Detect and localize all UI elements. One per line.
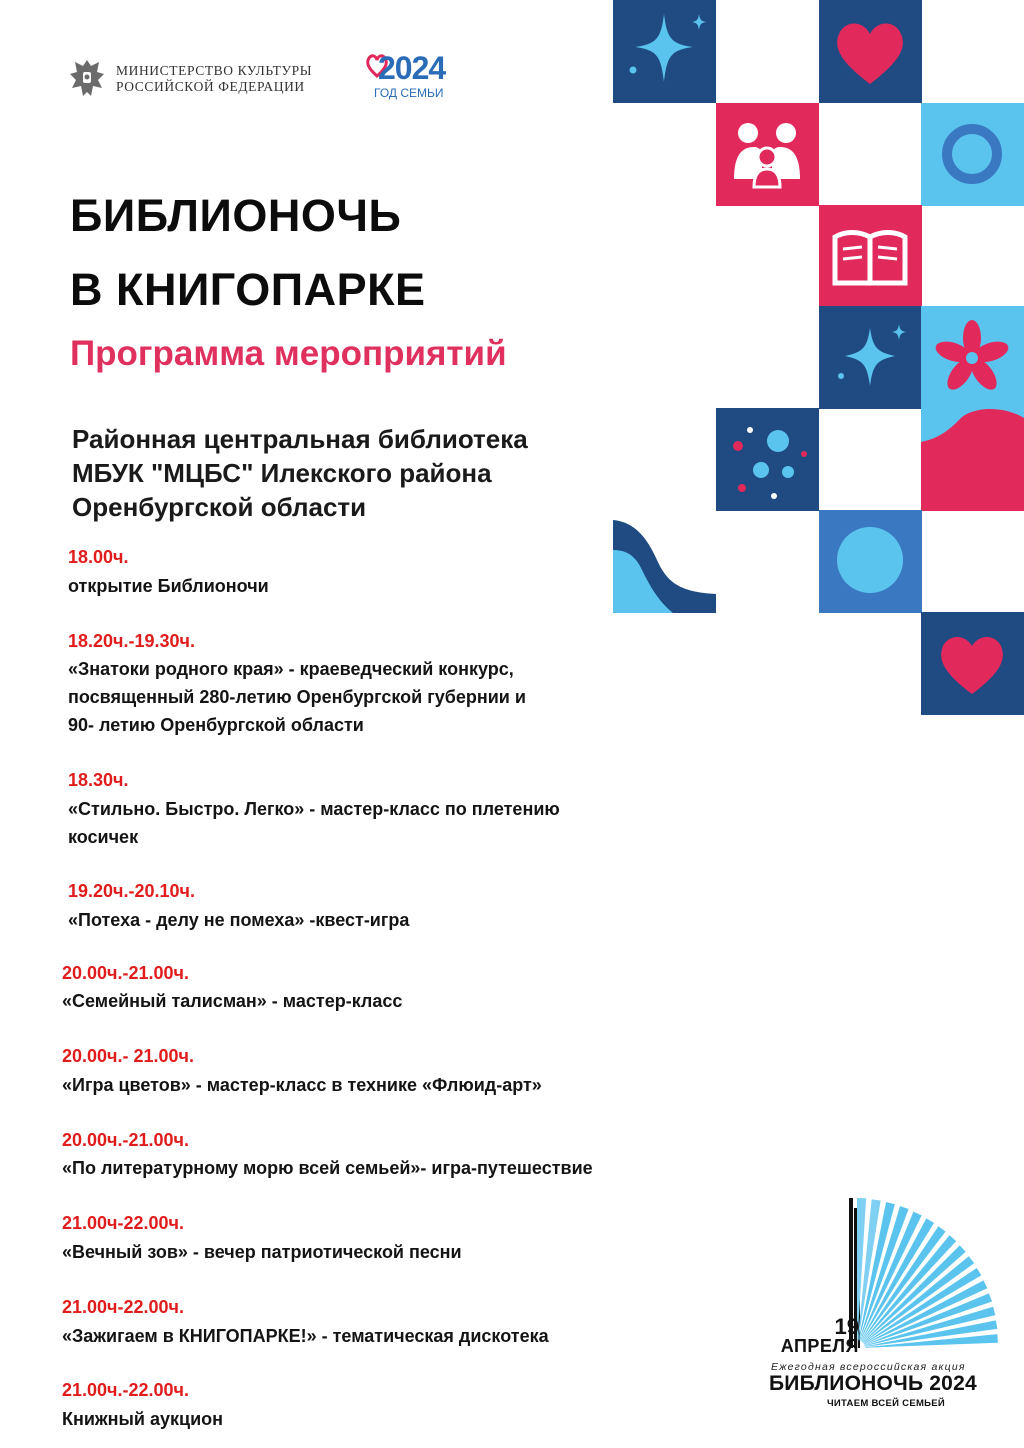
event-time: 20.00ч.-21.00ч. xyxy=(62,963,189,983)
organizer-line1: Районная центральная библиотека xyxy=(72,424,528,454)
event-time: 21.00ч.-22.00ч. xyxy=(62,1380,189,1400)
tile-sparkle xyxy=(613,0,716,103)
event-description-line: «Стильно. Быстро. Легко» - мастер-класс по плетению xyxy=(68,799,560,819)
tile-wave xyxy=(921,408,1024,511)
organizer-line3: Оренбургской области xyxy=(72,492,367,522)
ministry-emblem-icon xyxy=(66,56,108,102)
event-description-line: Книжный аукцион xyxy=(62,1409,224,1429)
sparkle-icon xyxy=(819,306,922,409)
tile-wave xyxy=(613,510,716,613)
event-description xyxy=(68,795,560,851)
event-description xyxy=(62,1238,462,1266)
tile-heart xyxy=(921,612,1024,715)
page-subtitle: Программа мероприятий xyxy=(70,334,507,373)
page-title-line1: БИБЛИОНОЧЬ xyxy=(70,190,402,241)
year-caption: ГОД СЕМЬИ xyxy=(374,86,444,100)
logo-tagline: Ежегодная всероссийская акция xyxy=(771,1361,966,1373)
event-time: 20.00ч.-21.00ч. xyxy=(62,1130,189,1150)
event-description-line: 90- летию Оренбургской области xyxy=(68,715,364,735)
event-time: 20.00ч.- 21.00ч. xyxy=(62,1046,194,1066)
sparkle-icon xyxy=(613,0,716,103)
event-description-line: «Вечный зов» - вечер патриотической песни xyxy=(62,1242,462,1262)
tile-heart xyxy=(819,0,922,103)
year-number: 2024 xyxy=(378,50,446,86)
ministry-name-line1: МИНИСТЕРСТВО КУЛЬТУРЫ xyxy=(116,63,313,78)
organizer-line2: МБУК "МЦБС" Илекского района xyxy=(72,458,492,488)
ring-icon xyxy=(921,103,1024,206)
ministry-logo xyxy=(66,56,312,102)
tile-book xyxy=(819,205,922,308)
event-description xyxy=(62,987,402,1015)
circle-icon xyxy=(819,510,922,613)
event-time: 21.00ч-22.00ч. xyxy=(62,1213,184,1233)
event-description-line: «Игра цветов» - мастер-класс в технике «Флюид-арт» xyxy=(62,1075,542,1095)
tile-flower xyxy=(921,306,1024,409)
event-description xyxy=(62,1322,549,1350)
event-time: 18.00ч. xyxy=(68,547,129,567)
family-icon xyxy=(716,103,819,206)
wave-icon xyxy=(921,408,1024,511)
year-of-family-logo xyxy=(366,48,456,104)
event-description-line: «Знатоки родного края» - краеведческий конкурс, xyxy=(68,659,514,679)
page-title-line2: В КНИГОПАРКЕ xyxy=(70,264,426,315)
flower-icon xyxy=(921,306,1024,409)
biblionight-2024-logo xyxy=(765,1198,1010,1438)
heart-icon xyxy=(819,0,922,103)
event-time: 21.00ч-22.00ч. xyxy=(62,1297,184,1317)
ministry-name-line2: РОССИЙСКОЙ ФЕДЕРАЦИИ xyxy=(116,79,305,94)
event-time: 18.30ч. xyxy=(68,770,129,790)
event-description-line: «По литературному морю всей семьей»- игра-путешествие xyxy=(62,1158,593,1178)
event-description xyxy=(68,906,409,934)
logo-month: АПРЕЛЯ xyxy=(780,1336,859,1356)
logo-name: БИБЛИОНОЧЬ 2024 xyxy=(769,1372,977,1395)
event-description xyxy=(62,1154,593,1182)
event-description-line: открытие Библионочи xyxy=(68,576,269,596)
event-time: 18.20ч.-19.30ч. xyxy=(68,631,195,651)
event-description xyxy=(68,655,526,739)
bubbles-icon xyxy=(716,408,819,511)
event-description-line: «Потеха - делу не помеха» -квест-игра xyxy=(68,910,410,930)
open-book-icon xyxy=(819,205,922,308)
tile-sparkle xyxy=(819,306,922,409)
event-description-line: косичек xyxy=(68,827,139,847)
tile-bubbles xyxy=(716,408,819,511)
tile-circle xyxy=(819,510,922,613)
event-description xyxy=(62,1071,542,1099)
event-description-line: «Зажигаем в КНИГОПАРКЕ!» - тематическая дискотека xyxy=(62,1326,549,1346)
event-time: 19.20ч.-20.10ч. xyxy=(68,881,195,901)
logo-day: 19 xyxy=(834,1314,859,1339)
event-description-line: посвященный 280-летию Оренбургской губернии и xyxy=(68,687,526,707)
logo-slogan: ЧИТАЕМ ВСЕЙ СЕМЬЕЙ xyxy=(826,1398,946,1409)
heart-icon xyxy=(921,612,1024,715)
event-description xyxy=(68,572,269,600)
event-description xyxy=(62,1405,223,1433)
event-description-line: «Семейный талисман» - мастер-класс xyxy=(62,991,403,1011)
wave-icon xyxy=(613,510,716,613)
tile-family xyxy=(716,103,819,206)
tile-ring xyxy=(921,103,1024,206)
